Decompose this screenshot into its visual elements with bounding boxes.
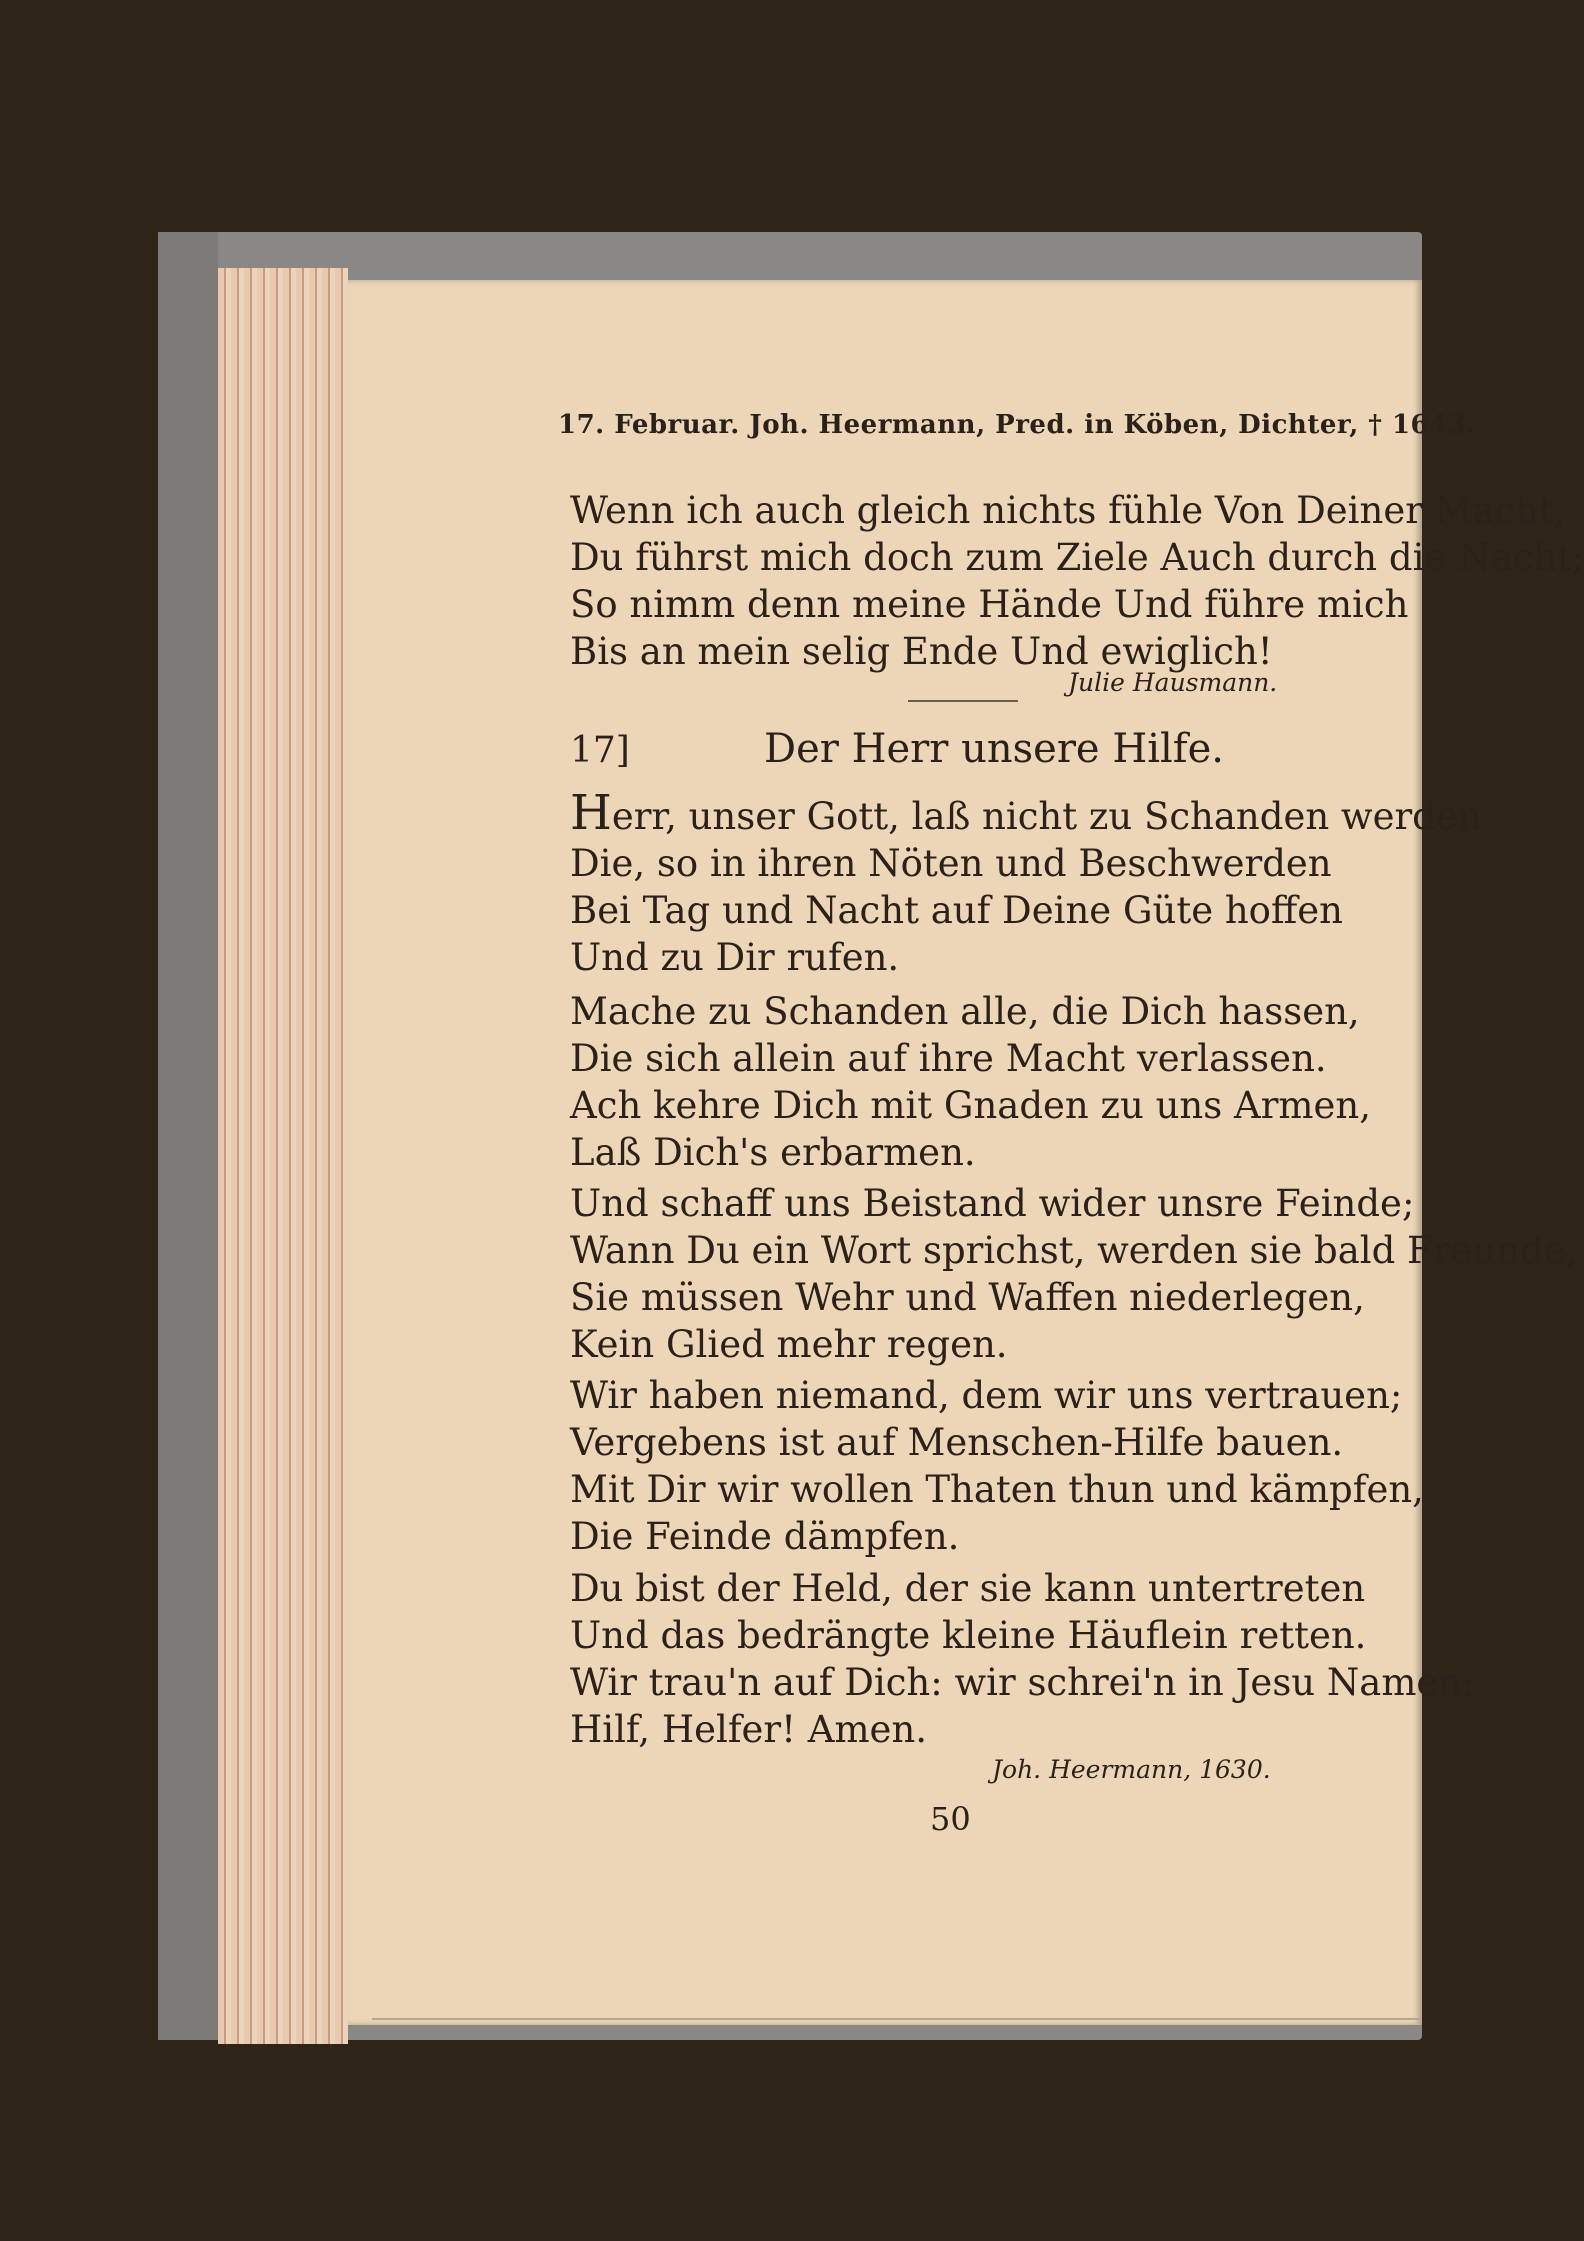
hymn-line: Und das bedrängte kleine Häuflein retten. xyxy=(570,1614,1367,1657)
running-header: 17. Februar. Joh. Heermann, Pred. in Köben, Dichter, † 1643. xyxy=(558,410,1476,440)
poem-line: Du führst mich doch zum Ziele Auch durch die Nacht; xyxy=(570,536,1584,579)
hymn-stanza-3 xyxy=(570,1180,1577,1368)
hymn-stanza-4 xyxy=(570,1372,1424,1560)
hymn-line: Wir trau'n auf Dich: wir schrei'n in Jesu Namen: xyxy=(570,1661,1475,1704)
page-bottom-edge xyxy=(372,2018,1422,2020)
hymn-line: Mit Dir wir wollen Thaten thun und kämpfen, xyxy=(570,1468,1424,1511)
hymn-line: Laß Dich's erbarmen. xyxy=(570,1131,976,1174)
section-divider xyxy=(908,700,1018,702)
hymn-number: 17] xyxy=(570,730,630,771)
poem-line: So nimm denn meine Hände Und führe mich xyxy=(570,583,1409,626)
hymn-line: Die Feinde dämpfen. xyxy=(570,1515,960,1558)
poem-line: Bis an mein selig Ende Und ewiglich! xyxy=(570,630,1273,673)
first-poem xyxy=(570,487,1584,675)
hymn-stanza-2 xyxy=(570,988,1371,1176)
hymn-line: Wann Du ein Wort sprichst, werden sie bald Freunde, xyxy=(570,1229,1578,1272)
hymn-line: Mache zu Schanden alle, die Dich hassen, xyxy=(570,990,1360,1033)
book-spine xyxy=(158,232,218,2040)
hymn-line: Hilf, Helfer! Amen. xyxy=(570,1708,928,1751)
hymn-title: Der Herr unsere Hilfe. xyxy=(764,726,1224,772)
hymn-line: Kein Glied mehr regen. xyxy=(570,1323,1008,1366)
hymn-line: Bei Tag und Nacht auf Deine Güte hoffen xyxy=(570,889,1343,932)
hymn-stanza-5 xyxy=(570,1565,1475,1753)
hymn-line xyxy=(570,785,1482,841)
hymn-line: Sie müssen Wehr und Waffen niederlegen, xyxy=(570,1276,1365,1319)
hymn-line: Vergebens ist auf Menschen-Hilfe bauen. xyxy=(570,1421,1344,1464)
first-poem-author: Julie Hausmann. xyxy=(1068,668,1278,697)
poem-line: Wenn ich auch gleich nichts fühle Von Deiner Macht, xyxy=(570,489,1566,532)
page-number: 50 xyxy=(930,1800,971,1838)
hymn-author: Joh. Heermann, 1630. xyxy=(992,1755,1271,1784)
hymn-line: Und zu Dir rufen. xyxy=(570,936,900,979)
hymn-line: Wir haben niemand, dem wir uns vertrauen; xyxy=(570,1374,1403,1417)
hymn-line: Die, so in ihren Nöten und Beschwerden xyxy=(570,842,1332,885)
hymn-line: Die sich allein auf ihre Macht verlassen. xyxy=(570,1037,1327,1080)
hymn-line-text: err, unser Gott, laß nicht zu Schanden werden xyxy=(611,795,1482,838)
hymn-line: Ach kehre Dich mit Gnaden zu uns Armen, xyxy=(570,1084,1371,1127)
page-edges xyxy=(218,268,348,2044)
hymn-line: Du bist der Held, der sie kann untertreten xyxy=(570,1567,1366,1610)
hymn-line: Und schaff uns Beistand wider unsre Feinde; xyxy=(570,1182,1415,1225)
initial-letter: H xyxy=(570,785,612,841)
hymn-stanza-1 xyxy=(570,785,1482,981)
